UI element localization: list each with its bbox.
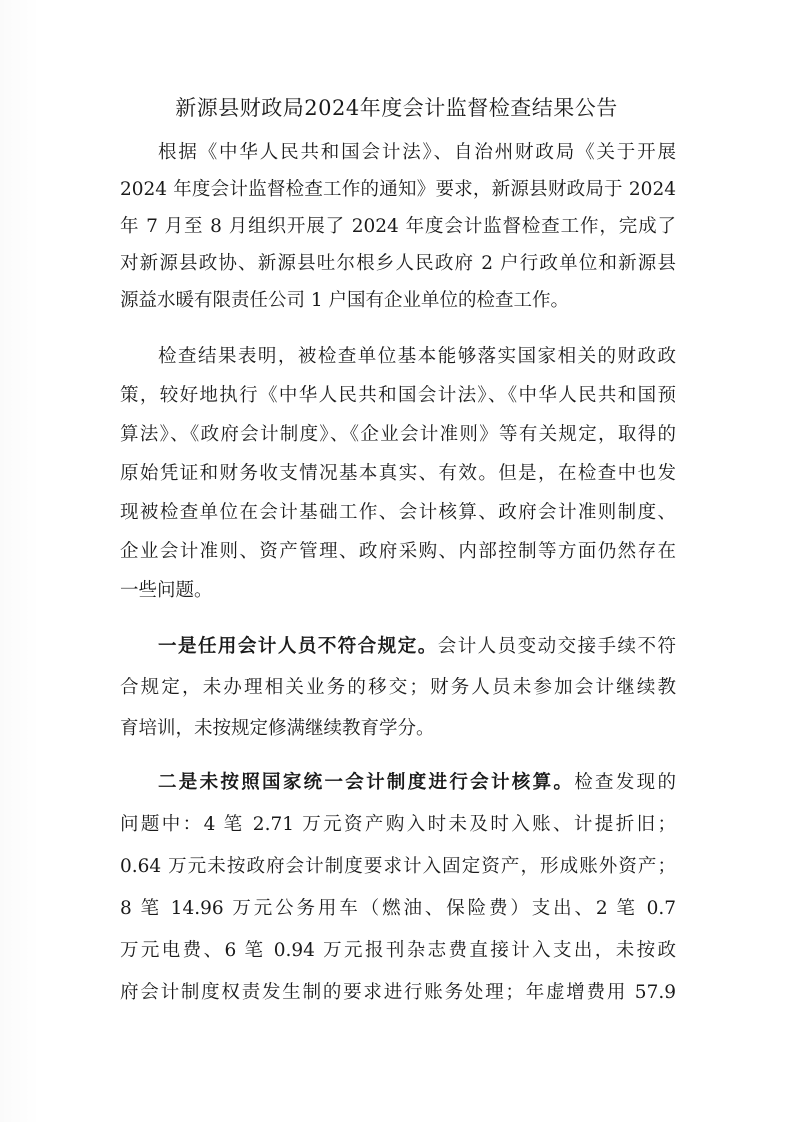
paragraph-1-line-3: 年 7 月至 8 月组织开展了 2024 年度会计监督检查工作，完成了 bbox=[120, 216, 676, 237]
paragraph-2-line-6: 企业会计准则、资产管理、政府采购、内部控制等方面仍然存在 bbox=[120, 541, 676, 562]
paragraph-1-line-2: 2024 年度会计监督检查工作的通知》要求，新源县财政局于 2024 bbox=[120, 179, 676, 200]
paragraph-4-line-5: 万元电费、6 笔 0.94 万元报刊杂志费直接计入支出，未按政 bbox=[120, 940, 676, 961]
paragraph-1-line-5: 源益水暖有限责任公司 1 户国有企业单位的检查工作。 bbox=[120, 290, 570, 311]
paragraph-4-line-1 bbox=[158, 768, 676, 798]
scan-shadow bbox=[0, 0, 40, 1122]
paragraph-2-line-4: 原始凭证和财务收支情况基本真实、有效。但是，在检查中也发 bbox=[120, 463, 676, 484]
paragraph-1-line-1: 根据《中华人民共和国会计法》、自治州财政局《关于开展 bbox=[158, 142, 676, 163]
document-title: 新源县财政局2024年度会计监督检查结果公告 bbox=[175, 96, 618, 120]
paragraph-2-line-1: 检查结果表明，被检查单位基本能够落实国家相关的财政政 bbox=[158, 346, 676, 367]
paragraph-2-line-7: 一些问题。 bbox=[120, 580, 213, 601]
paragraph-4-line-2: 问题中：4 笔 2.71 万元资产购入时未及时入账、计提折旧； bbox=[120, 814, 676, 835]
paragraph-4-line-6: 府会计制度权责发生制的要求进行账务处理；年虚增费用 57.9 bbox=[120, 982, 676, 1003]
paragraph-4-heading: 二是未按照国家统一会计制度进行会计核算。 bbox=[158, 772, 575, 793]
paragraph-3-heading: 一是任用会计人员不符合规定。 bbox=[158, 636, 438, 657]
paragraph-3-line-1-text: 会计人员变动交接手续不符 bbox=[437, 636, 676, 657]
paragraph-3-line-3: 育培训，未按规定修满继续教育学分。 bbox=[120, 718, 435, 739]
paragraph-4-line-4: 8 笔 14.96 万元公务用车（燃油、保险费）支出、2 笔 0.7 bbox=[120, 898, 676, 919]
paragraph-4-line-1-text: 检查发现的 bbox=[574, 772, 676, 793]
paragraph-2-line-3: 算法》、《政府会计制度》、《企业会计准则》等有关规定，取得的 bbox=[120, 424, 676, 445]
paragraph-4-line-3: 0.64 万元未按政府会计制度要求计入固定资产，形成账外资产； bbox=[120, 856, 676, 877]
paragraph-3-line-2: 合规定，未办理相关业务的移交；财务人员未参加会计继续教 bbox=[120, 677, 676, 698]
paragraph-2-line-2: 策，较好地执行《中华人民共和国会计法》、《中华人民共和国预 bbox=[120, 385, 676, 406]
paragraph-2-line-5: 现被检查单位在会计基础工作、会计核算、政府会计准则制度、 bbox=[120, 502, 676, 523]
paragraph-3-line-1 bbox=[158, 632, 676, 662]
paragraph-1-line-4: 对新源县政协、新源县吐尔根乡人民政府 2 户行政单位和新源县 bbox=[120, 253, 676, 274]
